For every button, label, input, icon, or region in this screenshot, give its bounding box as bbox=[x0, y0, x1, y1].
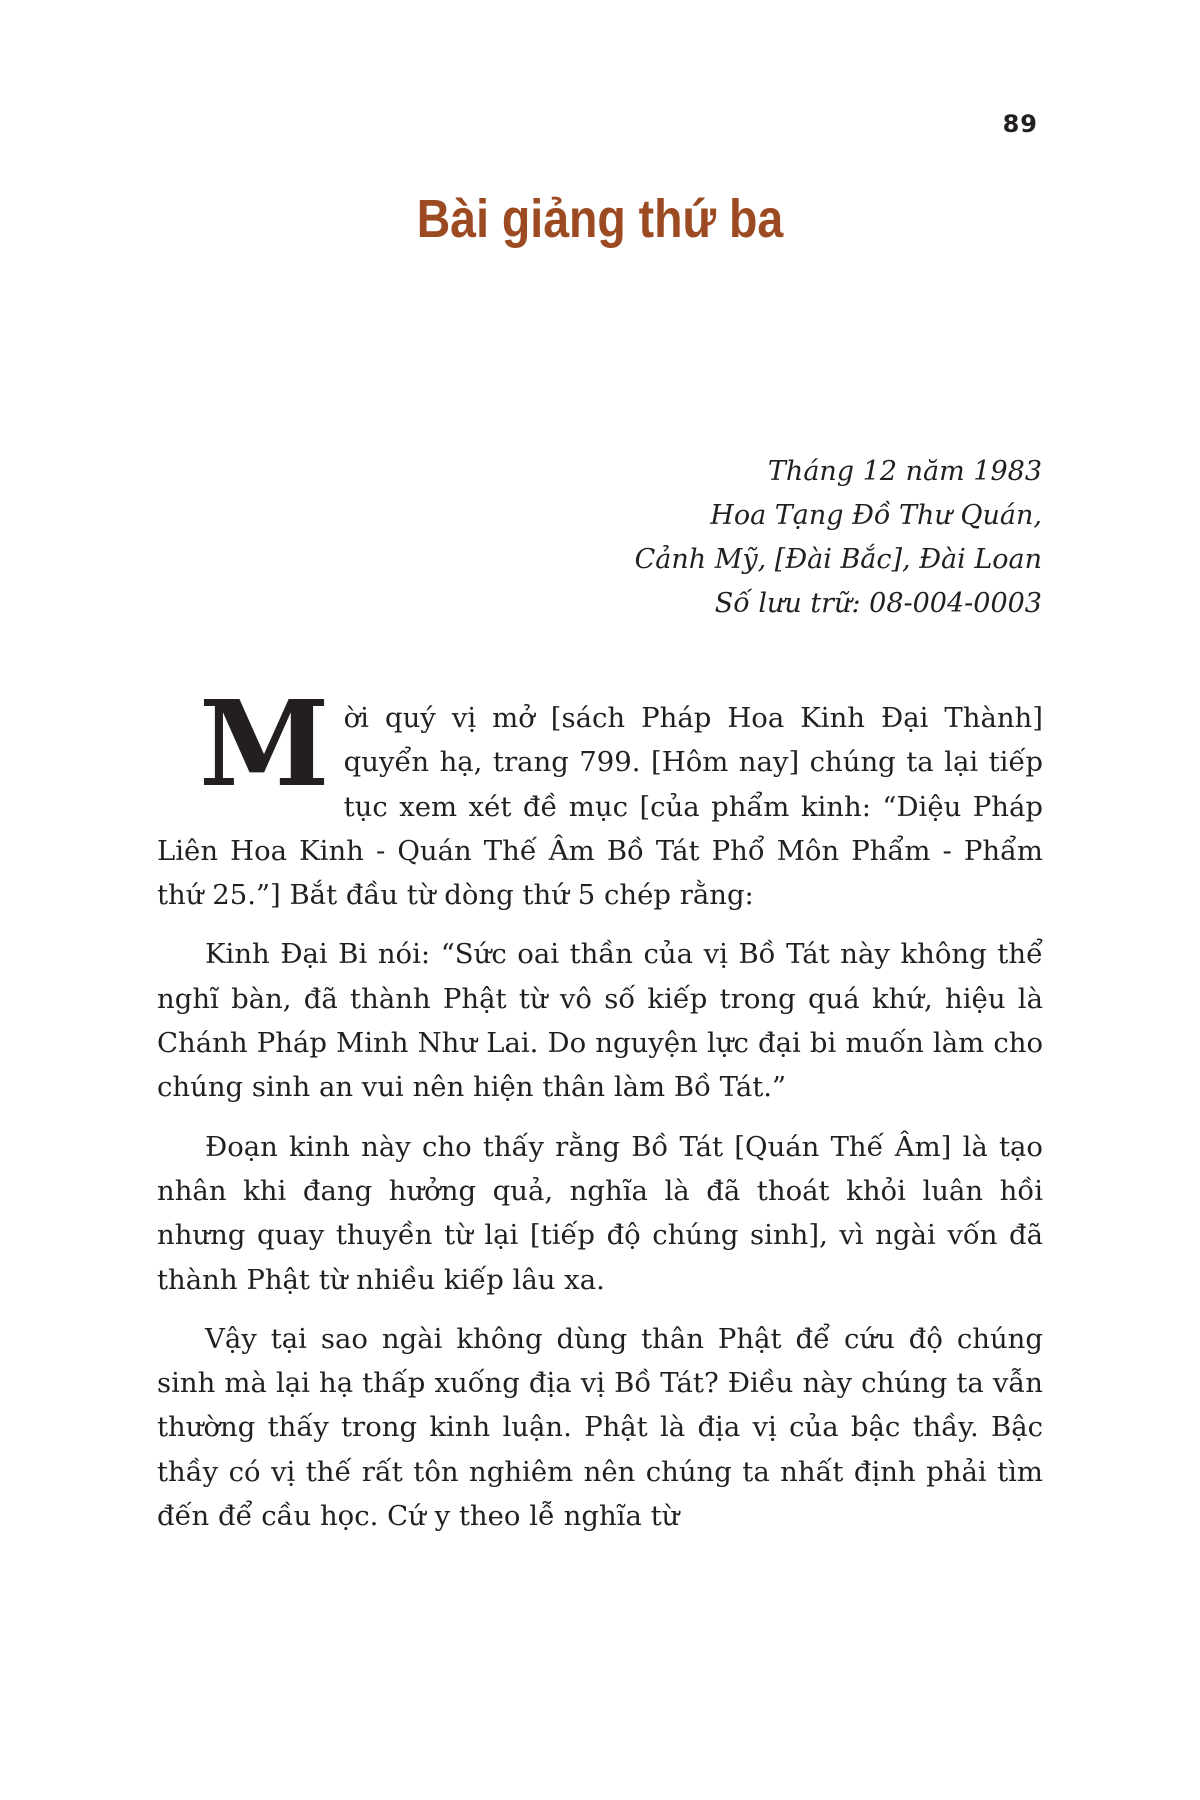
page-number: 89 bbox=[1002, 110, 1038, 138]
paragraph-1 bbox=[157, 674, 1043, 917]
lecture-location: Cảnh Mỹ, [Đài Bắc], Đài Loan bbox=[634, 544, 1042, 575]
paragraph-3: Đoạn kinh này cho thấy rằng Bồ Tát [Quán Thế Âm] là tạo nhân khi đang hưởng quả, nghĩa là đã thoát khỏi luân hồi nhưng quay thuyền từ lại [tiếp độ chúng sinh], vì ngài vốn đã thành Phật từ nhiều kiếp lâu xa. bbox=[157, 1130, 1043, 1296]
body-text bbox=[157, 674, 1043, 1553]
chapter-title: Bài giảng thứ ba bbox=[416, 189, 784, 249]
lecture-date: Tháng 12 năm 1983 bbox=[767, 456, 1042, 487]
lecture-venue: Hoa Tạng Đồ Thư Quán, bbox=[710, 500, 1042, 531]
paragraph-1-text: ời quý vị mở [sách Pháp Hoa Kinh Đại Thành] quyển hạ, trang 799. [Hôm nay] chúng ta lại tiếp tục xem xét đề mục [của phẩm kinh: “Diệu Pháp Liên Hoa Kinh - Quán Thế Âm Bồ Tát Phổ Môn Phẩm - Phẩm thứ 25.”] Bắt đầu từ dòng thứ 5 chép rằng: bbox=[157, 702, 1043, 912]
paragraph-2: Kinh Đại Bi nói: “Sức oai thần của vị Bồ Tát này không thể nghĩ bàn, đã thành Phật từ vô số kiếp trong quá khứ, hiệu là Chánh Pháp Minh Như Lai. Do nguyện lực đại bi muốn làm cho chúng sinh an vui nên hiện thân làm Bồ Tát.” bbox=[157, 938, 1043, 1104]
drop-cap: M bbox=[199, 674, 330, 813]
lecture-info bbox=[635, 450, 1042, 626]
paragraph-4: Vậy tại sao ngài không dùng thân Phật để cứu độ chúng sinh mà lại hạ thấp xuống địa vị Bồ Tát? Điều này chúng ta vẫn thường thấy trong kinh luận. Phật là địa vị của bậc thầy. Bậc thầy có vị thế rất tôn nghiêm nên chúng ta nhất định phải tìm đến để cầu học. Cứ y theo lễ nghĩa từ bbox=[157, 1322, 1043, 1533]
archive-number: Số lưu trữ: 08-004-0003 bbox=[714, 588, 1042, 619]
